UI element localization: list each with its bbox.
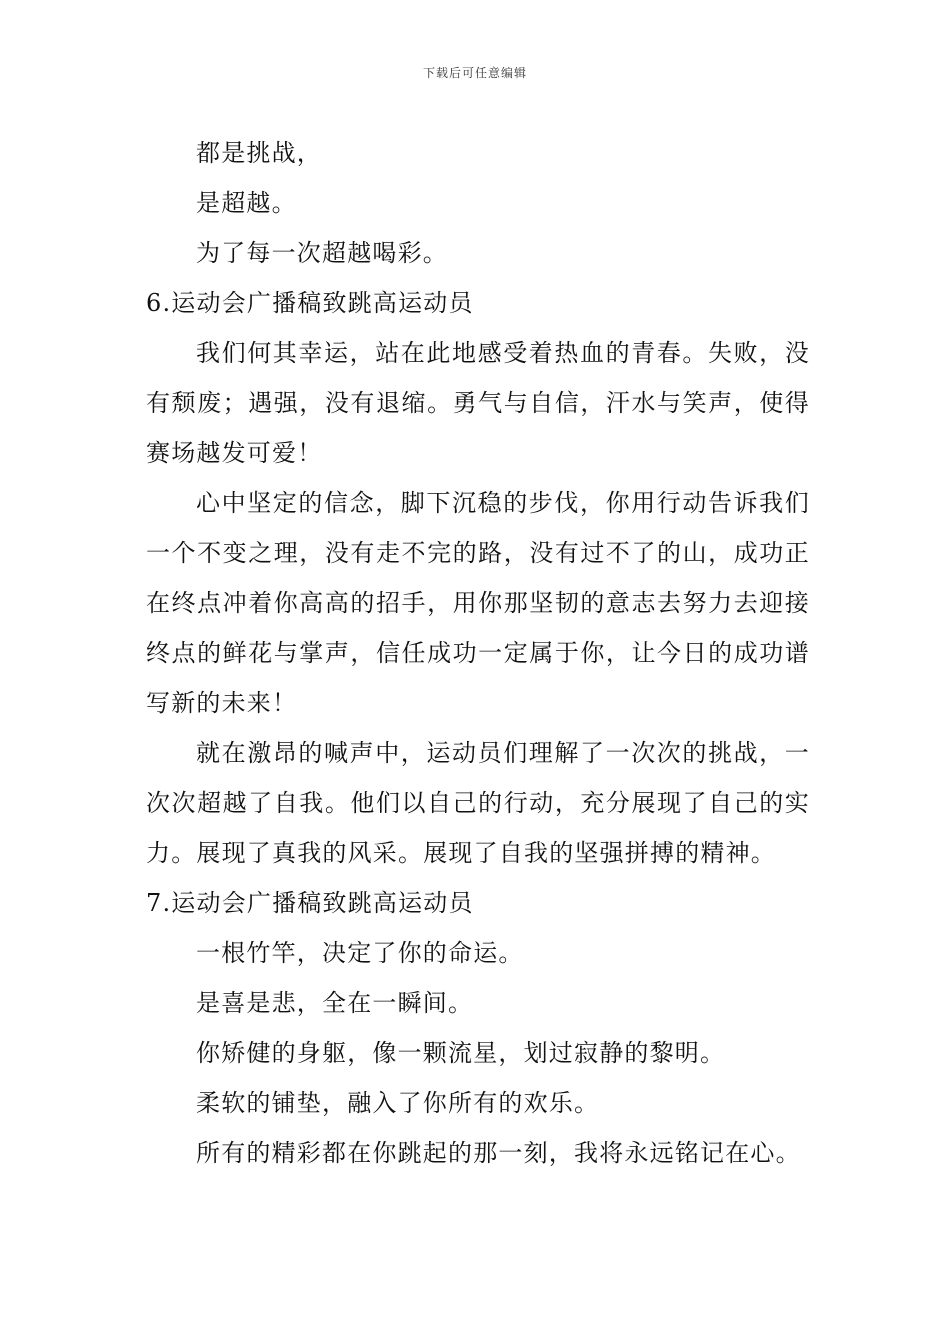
paragraph: 就在激昂的喊声中，运动员们理解了一次次的挑战，一次次超越了自我。他们以自己的行动，充分展现了自己的实力。展现了真我的风采。展现了自我的坚强拼搏的精神。	[146, 739, 810, 867]
text-line: 是超越。	[196, 189, 297, 217]
text-line: 一根竹竿，决定了你的命运。	[196, 939, 524, 967]
page-header: 下载后可任意编辑	[422, 66, 527, 80]
paragraph: 我们何其幸运，站在此地感受着热血的青春。失败，没有颓废；遇强，没有退缩。勇气与自信，汗水与笑声，使得赛场越发可爱！	[146, 339, 810, 467]
text-line: 是喜是悲，全在一瞬间。	[196, 989, 474, 1017]
text-line: 所有的精彩都在你跳起的那一刻，我将永远铭记在心。	[196, 1139, 801, 1167]
text-line: 柔软的铺垫，融入了你所有的欢乐。	[196, 1089, 600, 1117]
text-line: 为了每一次超越喝彩。	[196, 239, 448, 267]
text-line: 都是挑战，	[196, 139, 322, 167]
section-heading-6: 6.运动会广播稿致跳高运动员	[146, 289, 474, 317]
paragraph: 心中坚定的信念，脚下沉稳的步伐，你用行动告诉我们一个不变之理，没有走不完的路，没有过不了的山，成功正在终点冲着你高高的招手，用你那坚韧的意志去努力去迎接终点的鲜花与掌声，信任成功一定属于你，让今日的成功谱写新的未来！	[146, 489, 810, 717]
document-body	[146, 128, 810, 1178]
text-line: 你矫健的身躯，像一颗流星，划过寂静的黎明。	[196, 1039, 726, 1067]
section-heading-7: 7.运动会广播稿致跳高运动员	[146, 889, 474, 917]
